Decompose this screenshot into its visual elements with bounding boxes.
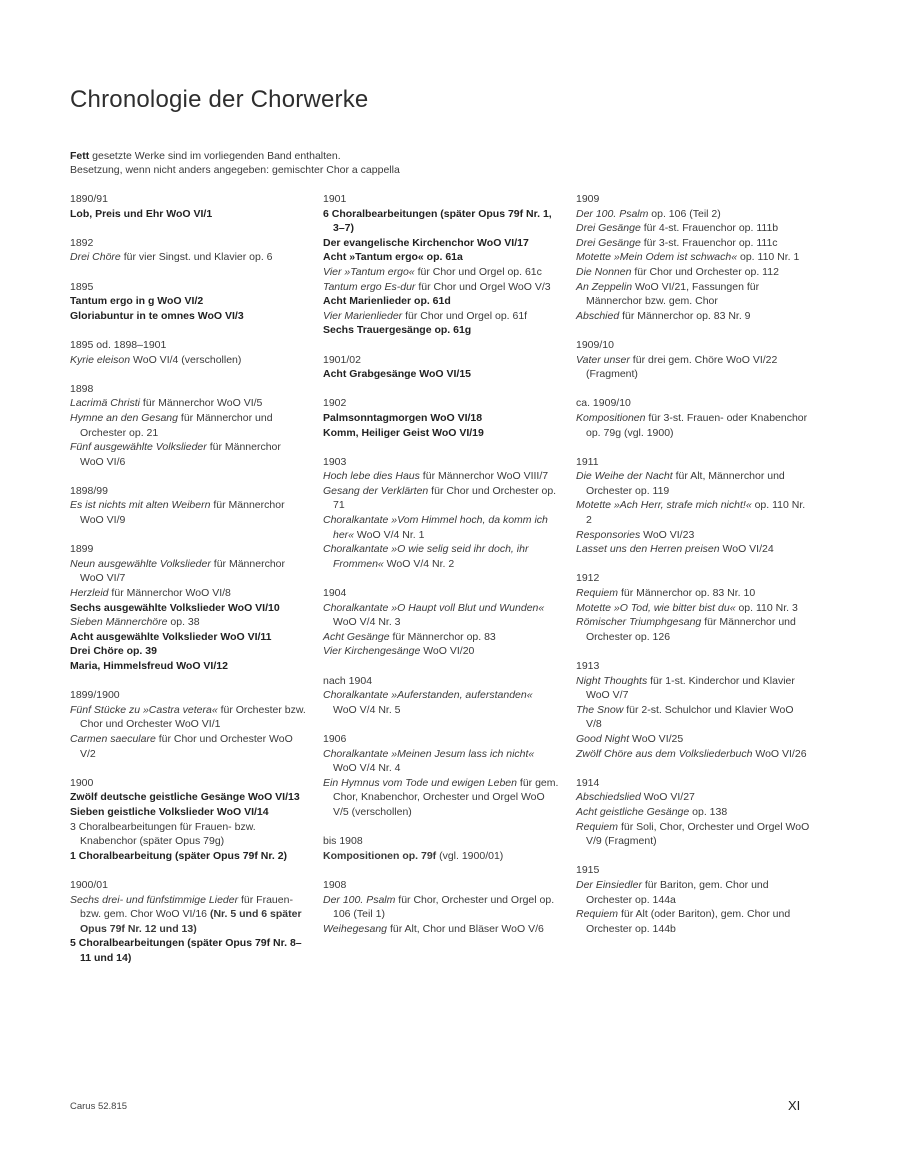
work-entry — [576, 674, 812, 703]
work-details: WoO V/4 Nr. 3 — [333, 616, 401, 629]
work-entry — [70, 732, 306, 761]
work-entry — [576, 586, 812, 601]
work-details: (Nr. 5 und 6 später Opus 79f Nr. 12 und 13) — [80, 908, 302, 935]
entry-year: 1906 — [323, 732, 347, 745]
work-title: Die Nonnen — [576, 265, 632, 278]
work-title: Herzleid — [70, 587, 109, 600]
entry-year: 1900/01 — [70, 878, 108, 891]
work-details: für 1-st. Kinderchor und Klavier WoO V/7 — [586, 674, 795, 702]
intro-bold-word: Fett — [70, 150, 90, 162]
intro-text — [70, 149, 470, 177]
work-entry — [323, 469, 559, 484]
work-entry — [323, 513, 559, 542]
work-details: für Chor und Orgel WoO V/3 — [415, 280, 551, 293]
work-details: WoO VI/24 — [719, 543, 774, 556]
work-entry — [576, 747, 812, 762]
work-details: für vier Singst. und Klavier op. 6 — [120, 251, 273, 264]
work-entry — [70, 805, 306, 820]
work-details: Sechs ausgewählte Volkslieder WoO VI/10 — [70, 601, 280, 614]
chronology-entry — [323, 455, 559, 572]
work-entry — [576, 820, 812, 849]
work-entry — [576, 703, 812, 732]
work-entry — [323, 280, 559, 295]
work-details: Gloriabuntur in te omnes WoO VI/3 — [70, 309, 244, 322]
work-entry — [323, 323, 559, 338]
entry-year: 1890/91 — [70, 193, 108, 205]
work-details: für 4-st. Frauenchor op. 111b — [640, 222, 779, 235]
chronology-column-2 — [323, 192, 559, 951]
chronology-entry — [323, 878, 559, 936]
work-title: Night Thoughts — [576, 674, 648, 687]
chronology-entry — [323, 353, 559, 382]
work-title: Fünf ausgewählte Volkslieder — [70, 441, 207, 454]
work-title: Requiem — [576, 587, 619, 600]
work-details: für Männerchor WoO VI/9 — [80, 499, 285, 527]
entry-year: nach 1904 — [323, 674, 373, 687]
work-entry — [576, 615, 812, 644]
entry-year: 1914 — [576, 776, 600, 789]
work-details: für Bariton, gem. Chor und Orchester op. 144a — [586, 878, 769, 906]
work-title: Drei Gesänge — [576, 222, 641, 235]
work-entry — [323, 426, 559, 441]
work-details: für Männerchor und Orchester op. 126 — [586, 616, 796, 643]
work-entry — [576, 265, 812, 280]
work-title: Responsories — [576, 528, 641, 541]
work-details: WoO V/4 Nr. 4 — [333, 762, 401, 775]
work-entry — [323, 849, 559, 864]
work-title: Carmen saeculare — [70, 732, 156, 745]
chronology-entry — [70, 688, 306, 761]
work-entry — [323, 776, 559, 820]
work-entry — [323, 601, 559, 630]
work-details: für Alt (oder Bariton), gem. Chor und Orchester op. 144b — [586, 908, 791, 935]
chronology-entry — [323, 192, 559, 338]
work-title: The Snow — [576, 703, 624, 716]
work-title: Die Weihe der Nacht — [576, 470, 673, 483]
page-number: XI — [788, 1098, 801, 1113]
work-entry — [323, 250, 559, 265]
chronology-entry — [576, 863, 812, 936]
work-title: Abschied — [576, 309, 620, 322]
work-details: 1 Choralbearbeitung (später Opus 79f Nr. 2) — [70, 849, 288, 862]
work-details: (vgl. 1900/01) — [436, 849, 504, 862]
work-entry — [70, 440, 306, 469]
work-details: Drei Chöre op. 39 — [70, 645, 157, 658]
work-details: op. 110 Nr. 3 — [735, 601, 798, 614]
work-details: für Männerchor op. 83 Nr. 10 — [618, 587, 756, 600]
work-title: Kompositionen — [576, 411, 646, 424]
work-entry — [70, 250, 306, 265]
work-entry — [70, 498, 306, 527]
work-title: Gesang der Verklärten — [323, 484, 429, 497]
work-details: für Männerchor WoO VI/6 — [80, 441, 281, 468]
work-title: Lacrimä Christi — [70, 397, 141, 410]
entry-year: 1899/1900 — [70, 689, 120, 702]
entry-year: 1898/99 — [70, 484, 108, 497]
work-details: Der evangelische Kirchenchor WoO VI/17 — [323, 236, 529, 249]
chronology-column-3 — [576, 192, 812, 951]
work-entry — [70, 353, 306, 368]
work-title: Abschiedslied — [576, 791, 641, 804]
entry-year: 1915 — [576, 864, 600, 877]
work-entry — [576, 542, 812, 557]
work-entry — [576, 878, 812, 907]
work-details: op. 138 — [689, 805, 728, 818]
work-entry — [323, 411, 559, 426]
work-entry — [323, 644, 559, 659]
work-details: WoO VI/23 — [640, 528, 695, 541]
work-entry — [576, 207, 812, 222]
work-entry — [70, 790, 306, 805]
work-entry — [576, 528, 812, 543]
work-details: WoO VI/20 — [420, 645, 475, 658]
chronology-entry — [576, 396, 812, 440]
work-entry — [70, 703, 306, 732]
work-details: für Männerchor WoO VI/5 — [140, 397, 263, 410]
intro-line-2: Besetzung, wenn nicht anders angegeben: gemischter Chor a cappella — [70, 164, 400, 176]
work-details: Acht »Tantum ergo« op. 61a — [323, 251, 463, 264]
work-title: Acht Gesänge — [323, 630, 390, 643]
chronology-entry — [323, 674, 559, 718]
work-entry — [323, 309, 559, 324]
work-details: für 3-st. Frauen- oder Knabenchor op. 79g (vgl. 1900) — [586, 411, 808, 439]
entry-year: 1895 — [70, 280, 94, 293]
work-details: für Alt, Chor und Bläser WoO V/6 — [387, 922, 544, 935]
work-details: für Chor und Orchester op. 71 — [333, 484, 557, 512]
work-details: für Männerchor WoO VI/8 — [108, 587, 231, 600]
work-title: Hymne an den Gesang — [70, 411, 178, 424]
work-title: Fünf Stücke zu »Castra vetera« — [70, 703, 218, 716]
work-details: WoO V/4 Nr. 1 — [354, 528, 425, 541]
work-entry — [323, 265, 559, 280]
work-title: Weihegesang — [323, 922, 388, 935]
work-details: WoO VI/27 — [640, 791, 695, 804]
work-entry — [576, 601, 812, 616]
work-entry — [70, 207, 306, 222]
entry-year: 1892 — [70, 236, 94, 249]
work-title: Requiem — [576, 820, 619, 833]
work-title: Es ist nichts mit alten Weibern — [70, 499, 211, 512]
chronology-entry — [70, 484, 306, 528]
work-title: Vier Kirchengesänge — [323, 645, 421, 658]
work-details: Komm, Heiliger Geist WoO VI/19 — [323, 426, 484, 439]
work-entry — [576, 498, 812, 527]
work-details: für Chor und Orchester op. 112 — [631, 265, 779, 278]
work-entry — [70, 396, 306, 411]
work-title: An Zeppelin — [576, 280, 633, 293]
work-entry — [576, 790, 812, 805]
work-details: Tantum ergo in g WoO VI/2 — [70, 295, 204, 308]
chronology-entry — [576, 455, 812, 557]
work-details: für drei gem. Chöre WoO VI/22 (Fragment) — [586, 353, 778, 381]
entry-year: 1911 — [576, 455, 599, 468]
work-title: Choralkantate »O Haupt voll Blut und Wunden« — [323, 601, 545, 614]
work-title: Choralkantate »Meinen Jesum lass ich nicht« — [323, 747, 535, 760]
work-entry — [576, 907, 812, 936]
chronology-entry — [576, 192, 812, 323]
work-details: op. 110 Nr. 2 — [586, 499, 806, 527]
work-details: für Männerchor WoO VI/7 — [80, 557, 285, 585]
work-title: Vater unser — [576, 353, 630, 366]
work-entry — [70, 820, 306, 849]
chronology-entry — [70, 338, 306, 367]
chronology-entry — [70, 236, 306, 265]
entry-year: 1901/02 — [323, 353, 361, 366]
work-entry — [70, 586, 306, 601]
chronology-entry — [70, 280, 306, 324]
work-details: für Männerchor WoO VIII/7 — [419, 470, 549, 483]
entry-year: 1895 od. 1898–1901 — [70, 338, 167, 351]
chronology-entry — [70, 192, 306, 221]
chronology-entry — [70, 382, 306, 470]
work-details: für Chor und Orgel op. 61f — [402, 309, 528, 322]
work-title: Neun ausgewählte Volkslieder — [70, 557, 211, 570]
work-details: op. 106 (Teil 2) — [648, 207, 721, 220]
work-entry — [576, 732, 812, 747]
work-entry — [576, 250, 812, 265]
intro-line-1: gesetzte Werke sind im vorliegenden Band enthalten. — [89, 150, 341, 162]
chronology-entry — [323, 396, 559, 440]
work-details: für 2-st. Schulchor und Klavier WoO V/8 — [586, 703, 794, 731]
work-entry — [576, 221, 812, 236]
entry-year: 1900 — [70, 776, 94, 789]
work-title: Drei Chöre — [70, 251, 121, 264]
work-entry — [576, 353, 812, 382]
work-entry — [70, 659, 306, 674]
work-title: Tantum ergo Es-dur — [323, 280, 416, 293]
work-details: WoO VI/26 — [752, 747, 807, 760]
work-details: 3 Choralbearbeitungen für Frauen- bzw. Knabenchor (später Opus 79g) — [70, 820, 256, 848]
entry-year: 1908 — [323, 878, 347, 891]
work-details: op. 38 — [167, 616, 200, 629]
entry-year: 1909/10 — [576, 338, 614, 351]
work-details: Lob, Preis und Ehr WoO VI/1 — [70, 207, 213, 220]
work-details: für Orchester bzw. Chor und Orchester WoO VI/1 — [80, 703, 306, 731]
work-title: Kyrie eleison — [70, 353, 131, 366]
work-entry — [323, 630, 559, 645]
work-entry — [70, 936, 306, 965]
chronology-column-1 — [70, 192, 306, 980]
chronology-entry — [576, 776, 812, 849]
entry-year: 1904 — [323, 587, 347, 600]
work-details: Sechs Trauergesänge op. 61g — [323, 324, 472, 337]
work-title: Motette »Ach Herr, strafe mich nicht!« — [576, 499, 752, 512]
entry-year: 1901 — [323, 193, 347, 205]
work-details: für Soli, Chor, Orchester und Orgel WoO V/9 (Fragment) — [586, 820, 810, 848]
entry-year: 1903 — [323, 455, 347, 468]
work-details: WoO VI/25 — [629, 732, 684, 745]
work-details: WoO V/4 Nr. 5 — [333, 703, 401, 716]
work-title: Vier »Tantum ergo« — [323, 265, 415, 278]
work-details: Palmsonntagmorgen WoO VI/18 — [323, 411, 483, 424]
work-entry — [323, 747, 559, 776]
work-title: Hoch lebe dies Haus — [323, 470, 420, 483]
chronology-entry — [576, 338, 812, 382]
work-details: 5 Choralbearbeitungen (später Opus 79f Nr. 8–11 und 14) — [70, 937, 302, 964]
work-entry — [323, 893, 559, 922]
work-title: Drei Gesänge — [576, 236, 641, 249]
work-entry — [576, 309, 812, 324]
work-details: Acht ausgewählte Volkslieder WoO VI/11 — [70, 630, 272, 643]
work-title: Der 100. Psalm — [323, 893, 396, 906]
work-entry — [323, 484, 559, 513]
chronology-entry — [576, 571, 812, 644]
work-details: für Alt, Männerchor und Orchester op. 119 — [586, 470, 785, 497]
chronology-entry — [70, 776, 306, 864]
work-details: Zwölf deutsche geistliche Gesänge WoO VI/13 — [70, 791, 300, 804]
work-title: Motette »Mein Odem ist schwach« — [576, 251, 738, 264]
entry-year: 1899 — [70, 543, 94, 556]
work-details: Sieben geistliche Volkslieder WoO VI/14 — [70, 805, 269, 818]
work-title: Acht geistliche Gesänge — [576, 805, 690, 818]
entry-year: 1913 — [576, 660, 600, 672]
work-entry — [70, 615, 306, 630]
work-details: für Chor, Orchester und Orgel op. 106 (Teil 1) — [333, 893, 555, 921]
work-title: Lasset uns den Herren preisen — [576, 543, 720, 556]
work-details: WoO VI/4 (verschollen) — [130, 353, 242, 366]
work-entry — [576, 469, 812, 498]
work-entry — [323, 688, 559, 717]
work-entry — [70, 849, 306, 864]
work-details: für Chor und Orchester WoO V/2 — [80, 732, 293, 760]
work-details: für Chor und Orgel op. 61c — [414, 265, 542, 278]
work-title: Vier Marienlieder — [323, 309, 403, 322]
work-details: für gem. Chor, Knabenchor, Orchester und Orgel WoO V/5 (verschollen) — [333, 776, 559, 818]
chronology-entry — [576, 659, 812, 761]
chronology-entry — [70, 878, 306, 966]
work-details: für Männerchor und Orchester op. 21 — [80, 411, 273, 439]
work-details: op. 110 Nr. 1 — [737, 251, 800, 264]
work-title: Der 100. Psalm — [576, 207, 649, 220]
work-entry — [70, 893, 306, 937]
work-details: für Frauen- bzw. gem. Chor WoO VI/16 — [80, 893, 293, 921]
work-entry — [576, 236, 812, 251]
work-title: Motette »O Tod, wie bitter bist du« — [576, 601, 736, 614]
work-title: Römischer Triumphgesang — [576, 616, 702, 629]
work-title: Good Night — [576, 732, 630, 745]
work-entry — [323, 236, 559, 251]
work-entry — [70, 411, 306, 440]
work-details: für Männerchor op. 83 Nr. 9 — [619, 309, 751, 322]
work-entry — [323, 294, 559, 309]
chronology-entry — [70, 542, 306, 673]
work-entry — [323, 207, 559, 236]
work-details: Maria, Himmelsfreud WoO VI/12 — [70, 660, 228, 672]
entry-year: 1898 — [70, 382, 94, 395]
entry-year: bis 1908 — [323, 835, 363, 848]
work-details: Acht Marienlieder op. 61d — [323, 295, 451, 308]
work-entry — [323, 542, 559, 571]
work-entry — [70, 309, 306, 324]
chronology-entry — [323, 834, 559, 863]
entry-year: 1909 — [576, 193, 600, 205]
work-title: Requiem — [576, 908, 619, 921]
work-title: Zwölf Chöre aus dem Volksliederbuch — [576, 747, 753, 760]
work-title: Ein Hymnus vom Tode und ewigen Leben — [323, 776, 517, 789]
work-title: Der Einsiedler — [576, 878, 642, 891]
work-entry — [323, 922, 559, 937]
work-entry — [70, 630, 306, 645]
work-title: Sechs drei- und fünfstimmige Lieder — [70, 893, 239, 906]
footer-catalog-number: Carus 52.815 — [70, 1101, 128, 1112]
chronology-entry — [323, 732, 559, 820]
work-title: Sieben Männerchöre — [70, 616, 168, 629]
entry-year: ca. 1909/10 — [576, 397, 631, 410]
work-entry — [576, 411, 812, 440]
work-details: für Männerchor op. 83 — [389, 630, 496, 643]
work-entry — [70, 557, 306, 586]
work-details: WoO VI/21, Fassungen für Männerchor bzw. gem. Chor — [586, 280, 760, 308]
work-entry — [70, 644, 306, 659]
page-title: Chronologie der Chorwerke — [70, 86, 369, 113]
work-entry — [70, 294, 306, 309]
work-details: Acht Grabgesänge WoO VI/15 — [323, 368, 472, 381]
work-entry — [323, 367, 559, 382]
work-title: Choralkantate »Vom Himmel hoch, da komm ich her« — [323, 514, 548, 541]
work-details: Kompositionen op. 79f — [323, 849, 437, 862]
work-details: 6 Choralbearbeitungen (später Opus 79f Nr. 1, 3–7) — [323, 207, 552, 235]
entry-year: 1902 — [323, 397, 347, 410]
work-title: Choralkantate »O wie selig seid ihr doch, ihr Frommen« — [323, 543, 529, 570]
chronology-entry — [323, 586, 559, 659]
work-details: für 3-st. Frauenchor op. 111c — [640, 236, 778, 249]
work-details: WoO V/4 Nr. 2 — [383, 557, 455, 570]
work-entry — [576, 280, 812, 309]
work-entry — [70, 601, 306, 616]
entry-year: 1912 — [576, 572, 600, 585]
work-title: Choralkantate »Auferstanden, auferstanden« — [323, 689, 533, 702]
work-entry — [576, 805, 812, 820]
